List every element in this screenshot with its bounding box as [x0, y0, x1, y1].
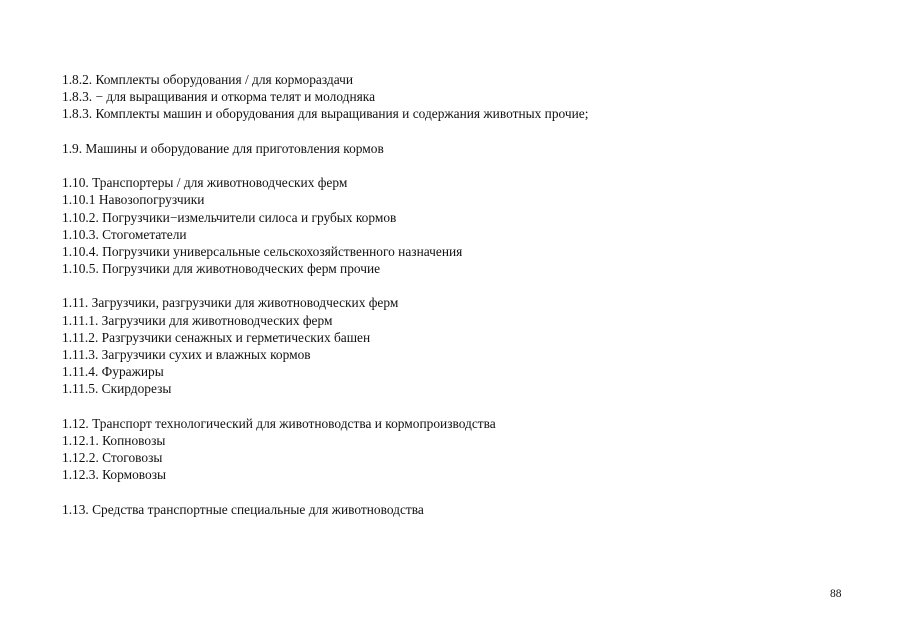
- page-number: 88: [830, 588, 842, 600]
- list-item: 1.13. Средства транспортные специальные для животноводства: [62, 501, 424, 517]
- list-item: 1.11.5. Скирдорезы: [62, 381, 172, 397]
- list-item: 1.8.3. Комплекты машин и оборудования для выращивания и содержания животных прочие;: [62, 106, 589, 122]
- paragraph-gap: [62, 277, 862, 294]
- list-item: 1.10.2. Погрузчики−измельчители силоса и грубых кормов: [62, 209, 397, 225]
- list-item: 1.11.1. Загрузчики для животноводческих ферм: [62, 312, 333, 328]
- document-body: [62, 71, 862, 518]
- list-item: 1.9. Машины и оборудование для приготовления кормов: [62, 140, 384, 156]
- list-item: 1.11. Загрузчики, разгрузчики для животноводческих ферм: [62, 295, 399, 311]
- list-item: 1.10.4. Погрузчики универсальные сельскохозяйственного назначения: [62, 243, 463, 259]
- paragraph-gap: [62, 123, 862, 140]
- list-item: 1.10.1 Навозопогрузчики: [62, 192, 205, 208]
- list-item: 1.11.2. Разгрузчики сенажных и герметических башен: [62, 329, 371, 345]
- list-item: 1.11.3. Загрузчики сухих и влажных кормов: [62, 347, 311, 362]
- list-item: 1.12.3. Кормовозы: [62, 467, 167, 483]
- list-item: 1.8.3. − для выращивания и откорма телят и молодняка: [62, 89, 376, 105]
- list-item: 1.10. Транспортеры / для животноводческих ферм: [62, 175, 348, 191]
- list-item: 1.11.4. Фуражиры: [62, 364, 164, 380]
- paragraph-gap: [62, 398, 862, 415]
- list-item: 1.12.1. Копновозы: [62, 432, 166, 448]
- list-item: 1.12. Транспорт технологический для животноводства и кормопроизводства: [62, 415, 496, 431]
- list-item: 1.12.2. Стоговозы: [62, 450, 163, 466]
- paragraph-gap: [62, 157, 862, 174]
- paragraph-gap: [62, 484, 862, 501]
- list-item: 1.10.3. Стогометатели: [62, 226, 187, 242]
- list-item: 1.8.2. Комплекты оборудования / для кормораздачи: [62, 72, 354, 87]
- list-item: 1.10.5. Погрузчики для животноводческих ферм прочие: [62, 261, 381, 277]
